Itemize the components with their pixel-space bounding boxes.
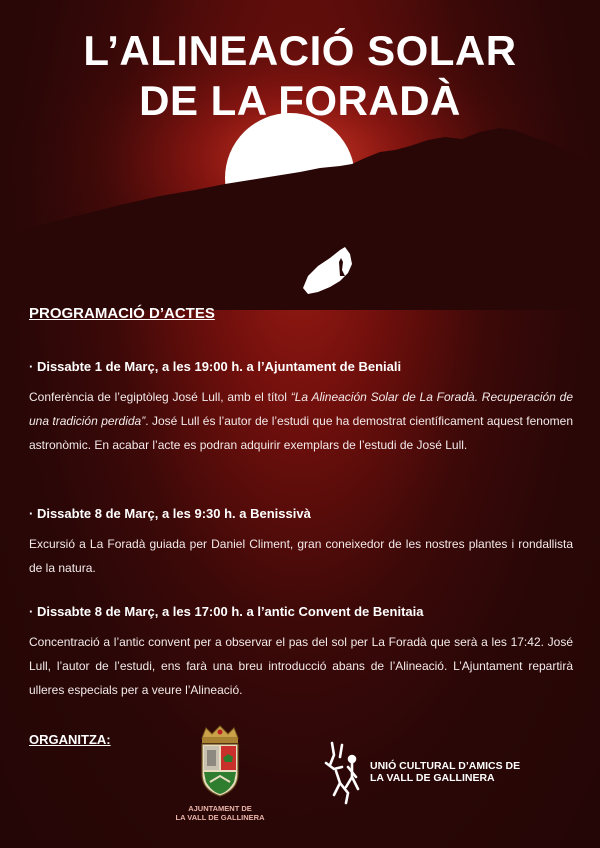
organizers-label: ORGANITZA: <box>29 732 111 747</box>
event-3-body: Concentració a l’antic convent per a observar el pas del sol per La Foradà que serà a les 17:42. José Lull, l’autor de l’estudi, ens farà una breu introducció abans de l’Alineació. L’Ajuntament repartirà ulleres especials per a veure l’Alineació. <box>29 635 573 697</box>
programme-heading: PROGRAMACIÓ D’ACTES <box>29 305 215 322</box>
event-3 <box>29 604 573 702</box>
event-2 <box>29 506 573 580</box>
union-line-2: LA VALL DE GALLINERA <box>370 772 495 784</box>
ajuntament-line-1: AJUNTAMENT DE <box>188 804 252 813</box>
title-line-1: L’ALINEACIÓ SOLAR <box>83 27 517 74</box>
ajuntament-name <box>160 804 280 822</box>
municipal-coat-of-arms-icon <box>196 724 244 802</box>
event-3-heading: · Dissabte 8 de Març, a les 17:00 h. a l’antic Convent de Benitaia <box>29 604 424 619</box>
event-1-talk-title: “La Alineación Solar de La Foradà. Recuperación de una tradición perdida” <box>29 390 573 428</box>
event-1-body-end: . José Lull és l’autor de l’estudi que ha demostrat científicament aquest fenomen astronòmic. En acabar l’acte es podran adquirir exemplars de l’estudi de José Lull. <box>29 414 573 452</box>
title-line-2: DE LA FORADÀ <box>139 77 461 124</box>
event-1-body-start: Conferència de l’egiptòleg José Lull, amb el títol <box>29 390 291 404</box>
ajuntament-line-2: LA VALL DE GALLINERA <box>175 813 265 822</box>
union-cultural-name <box>370 760 520 784</box>
event-2-body: Excursió a La Foradà guiada per Daniel Climent, gran coneixedor de les nostres plantes i rondallista de la natura. <box>29 537 573 575</box>
page-title <box>0 26 600 126</box>
event-2-heading: · Dissabte 8 de Març, a les 9:30 h. a Benissivà <box>29 506 311 521</box>
event-1-heading: · Dissabte 1 de Març, a les 19:00 h. a l’Ajuntament de Beniali <box>29 359 402 374</box>
event-1-body <box>29 385 573 457</box>
union-line-1: UNIÓ CULTURAL D’AMICS DE <box>370 760 521 772</box>
union-cultural-logo-icon <box>322 737 364 809</box>
event-1 <box>29 359 573 457</box>
